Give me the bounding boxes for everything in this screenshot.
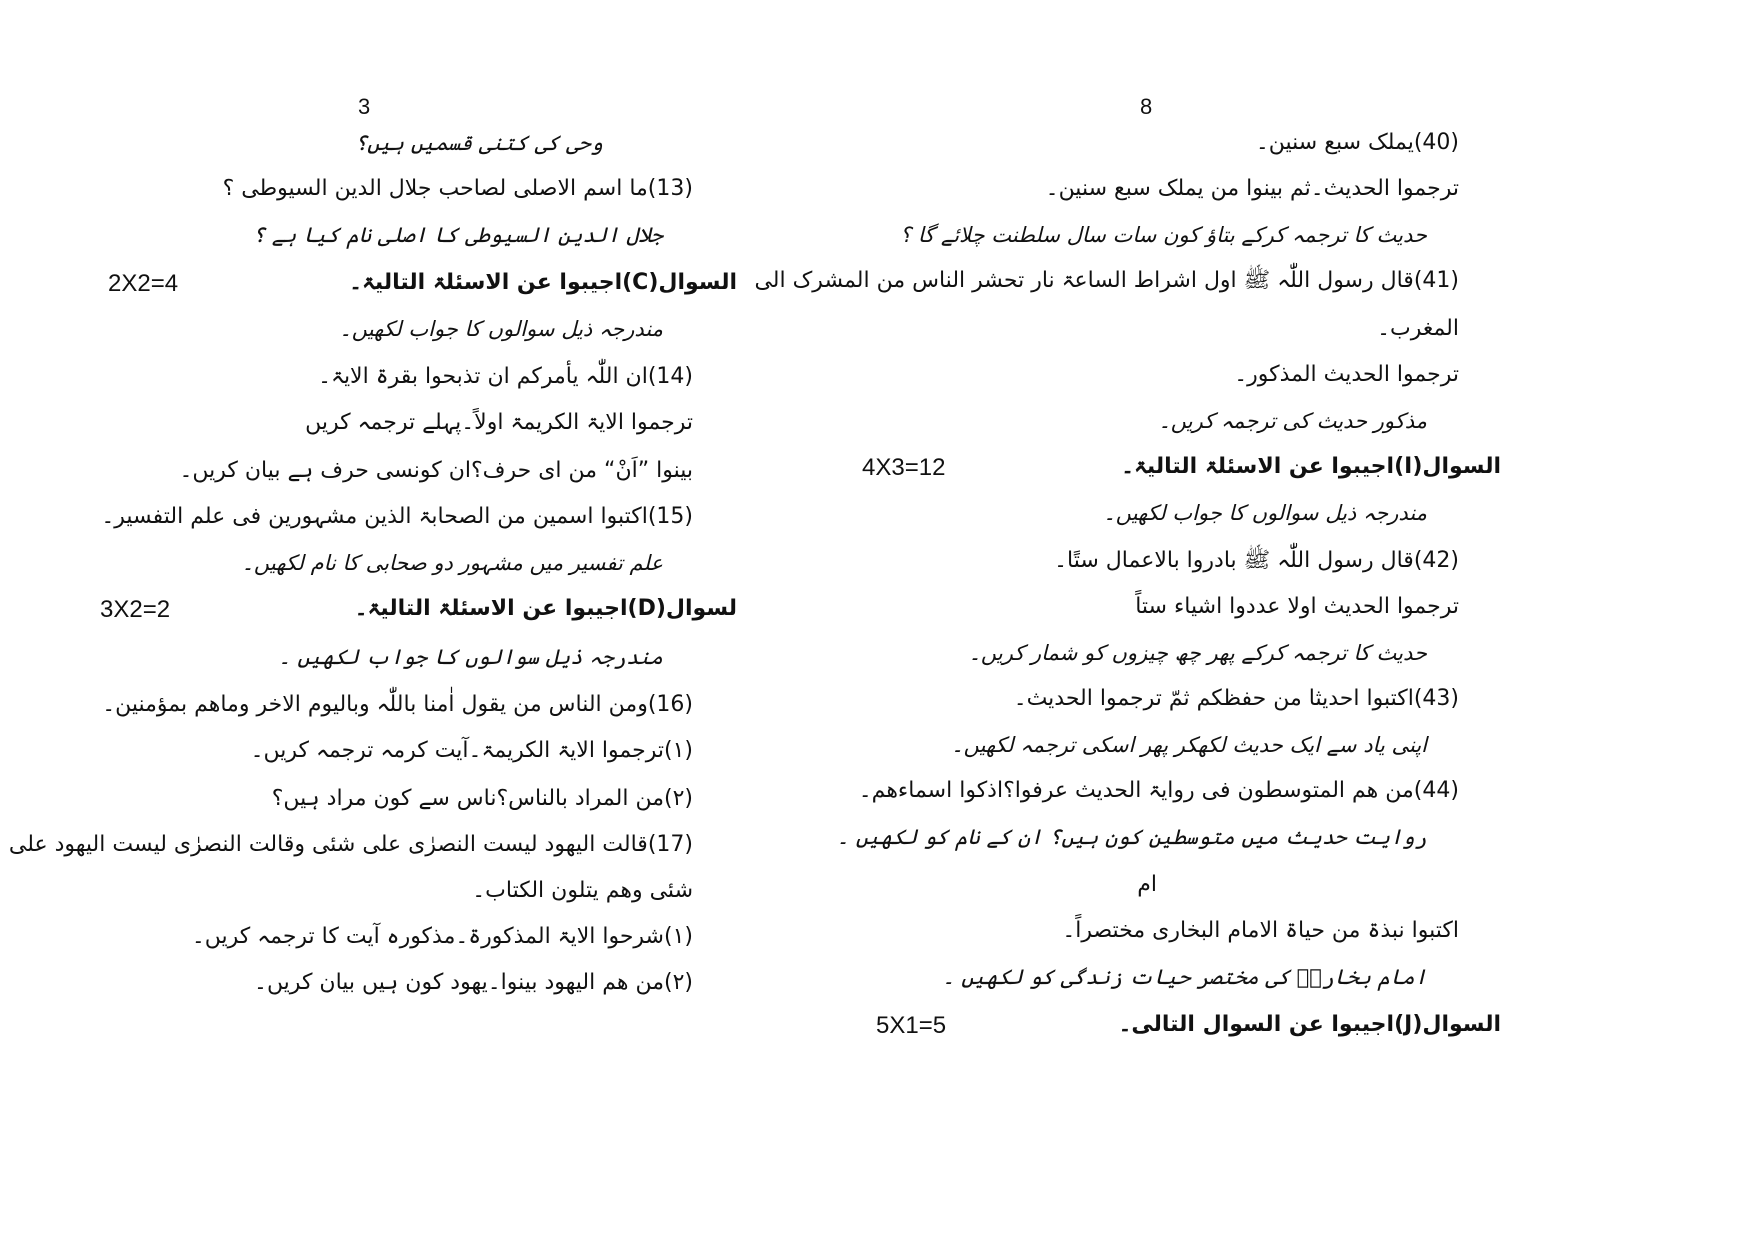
question-line: روایت حدیث میں متوسطین کون ہیں؟ ان کے نام کو لکھیں ۔ [836, 825, 1427, 849]
question-line: (40)یملک سبع سنین۔ [1255, 130, 1459, 155]
question-line: (41)قال رسول اللّٰہ ﷺ اول اشراط الساعۃ نار تحشر الناس من المشرک الی [754, 268, 1459, 293]
question-line: شئی وھم یتلون الکتاب۔ [472, 878, 693, 903]
question-line: حدیث کا ترجمہ کرکے پھر چھ چیزوں کو شمار کریں۔ [968, 641, 1427, 665]
page-number: 3 [358, 94, 371, 119]
question-line: اپنی یاد سے ایک حدیث لکھکر پھر اسکی ترجمہ لکھیں۔ [951, 733, 1427, 757]
section-heading: السوال(I)اجیبوا عن الاسئلۃ التالیۃ۔ [1121, 454, 1501, 479]
question-line: مندرجہ ذیل سوالوں کا جواب لکھیں۔ [1103, 501, 1427, 525]
question-line: (16)ومن الناس من یقول اٰمنا باللّٰہ وبالیوم الاخر وماھم بمؤمنین۔ [102, 692, 693, 717]
marks-label: 3X2=2 [100, 596, 171, 623]
section-heading: السوال(C)اجیبوا عن الاسئلۃ التالیۃ۔ [349, 270, 737, 295]
marks-label: 2X2=4 [108, 270, 179, 297]
question-line: مندرجہ ذیل سوالوں کا جواب لکھیں۔ [339, 317, 663, 341]
question-line: مذکور حدیث کی ترجمہ کریں۔ [1158, 409, 1427, 433]
question-line: علم تفسیر میں مشہور دو صحابی کا نام لکھیں۔ [241, 551, 663, 575]
question-line: (۲)من ھم الیھود بینوا۔یھود کون ہیں بیان کریں۔ [254, 970, 693, 995]
question-line: ترجموا الحدیث۔ثم بینوا من یملک سبع سنین۔ [1045, 176, 1459, 201]
page-number: 8 [1140, 94, 1153, 119]
question-line: حدیث کا ترجمہ کرکے بتاؤ کون سات سال سلطنت چلائے گا ؟ [900, 223, 1427, 247]
question-line: ترجموا الایۃ الکریمۃ اولاً۔پہلے ترجمہ کریں [305, 410, 693, 435]
or-separator: ام [1137, 872, 1157, 897]
question-line: جلال الدین السیوطی کا اصلی نام کیا ہے ؟ [252, 223, 663, 247]
question-line: (۲)من المراد بالناس؟ناس سے کون مراد ہیں؟ [271, 786, 693, 811]
question-line: (43)اکتبوا احدیثا من حفظکم ثمّ ترجموا الحدیث۔ [1013, 686, 1459, 711]
question-line: بینوا ”اَنْ“ من ای حرف؟ان کونسی حرف ہے بیان کریں۔ [179, 458, 693, 483]
question-line: (15)اکتبوا اسمین من الصحابۃ الذین مشہورین فی علم التفسیر۔ [101, 504, 693, 529]
question-line: (42)قال رسول اللّٰہ ﷺ بادروا بالاعمال ستًا۔ [1054, 548, 1459, 573]
section-heading: السوال(J)اجیبوا عن السوال التالی۔ [1118, 1012, 1501, 1037]
question-line: (17)قالت الیھود لیست النصرٰی علی شئی وقالت النصرٰی لیست الیھود علی [8, 832, 693, 857]
marks-label: 5X1=5 [876, 1012, 947, 1039]
marks-label: 4X3=12 [862, 454, 946, 481]
question-line: امام بخاریؒ کی مختصر حیات زندگی کو لکھیں ۔ [942, 965, 1427, 989]
question-line: المغرب۔ [1377, 316, 1459, 341]
question-line: ترجموا الحدیث المذکور۔ [1234, 362, 1459, 387]
question-line: (۱)ترجموا الایۃ الکریمۃ۔آیت کرمہ ترجمہ کریں۔ [250, 738, 693, 763]
question-line: مندرجہ ذیل سوالوں کا جواب لکھیں ۔ [278, 645, 663, 669]
question-line: وحی کی کتنی قسمیں ہیں؟ [354, 131, 603, 155]
question-line: اکتبوا نبذۃ من حیاۃ الامام البخاری مختصراً۔ [1062, 918, 1459, 943]
question-line: (44)من ھم المتوسطون فی روایۃ الحدیث عرفوا؟اذکوا اسماءھم۔ [858, 778, 1459, 803]
question-line: ترجموا الحدیث اولا عددوا اشیاء ستاً [1135, 594, 1459, 619]
question-line: (14)ان اللّٰہ یأمرکم ان تذبحوا بقرۃ الایۃ۔ [318, 364, 693, 389]
question-line: (13)ما اسم الاصلی لصاحب جلال الدین السیوطی ؟ [222, 176, 693, 201]
section-heading: لسوال(D)اجیبوا عن الاسئلۃ التالیۃ۔ [354, 596, 737, 621]
question-line: (۱)شرحوا الایۃ المذکورۃ۔مذکورہ آیت کا ترجمہ کریں۔ [191, 924, 693, 949]
